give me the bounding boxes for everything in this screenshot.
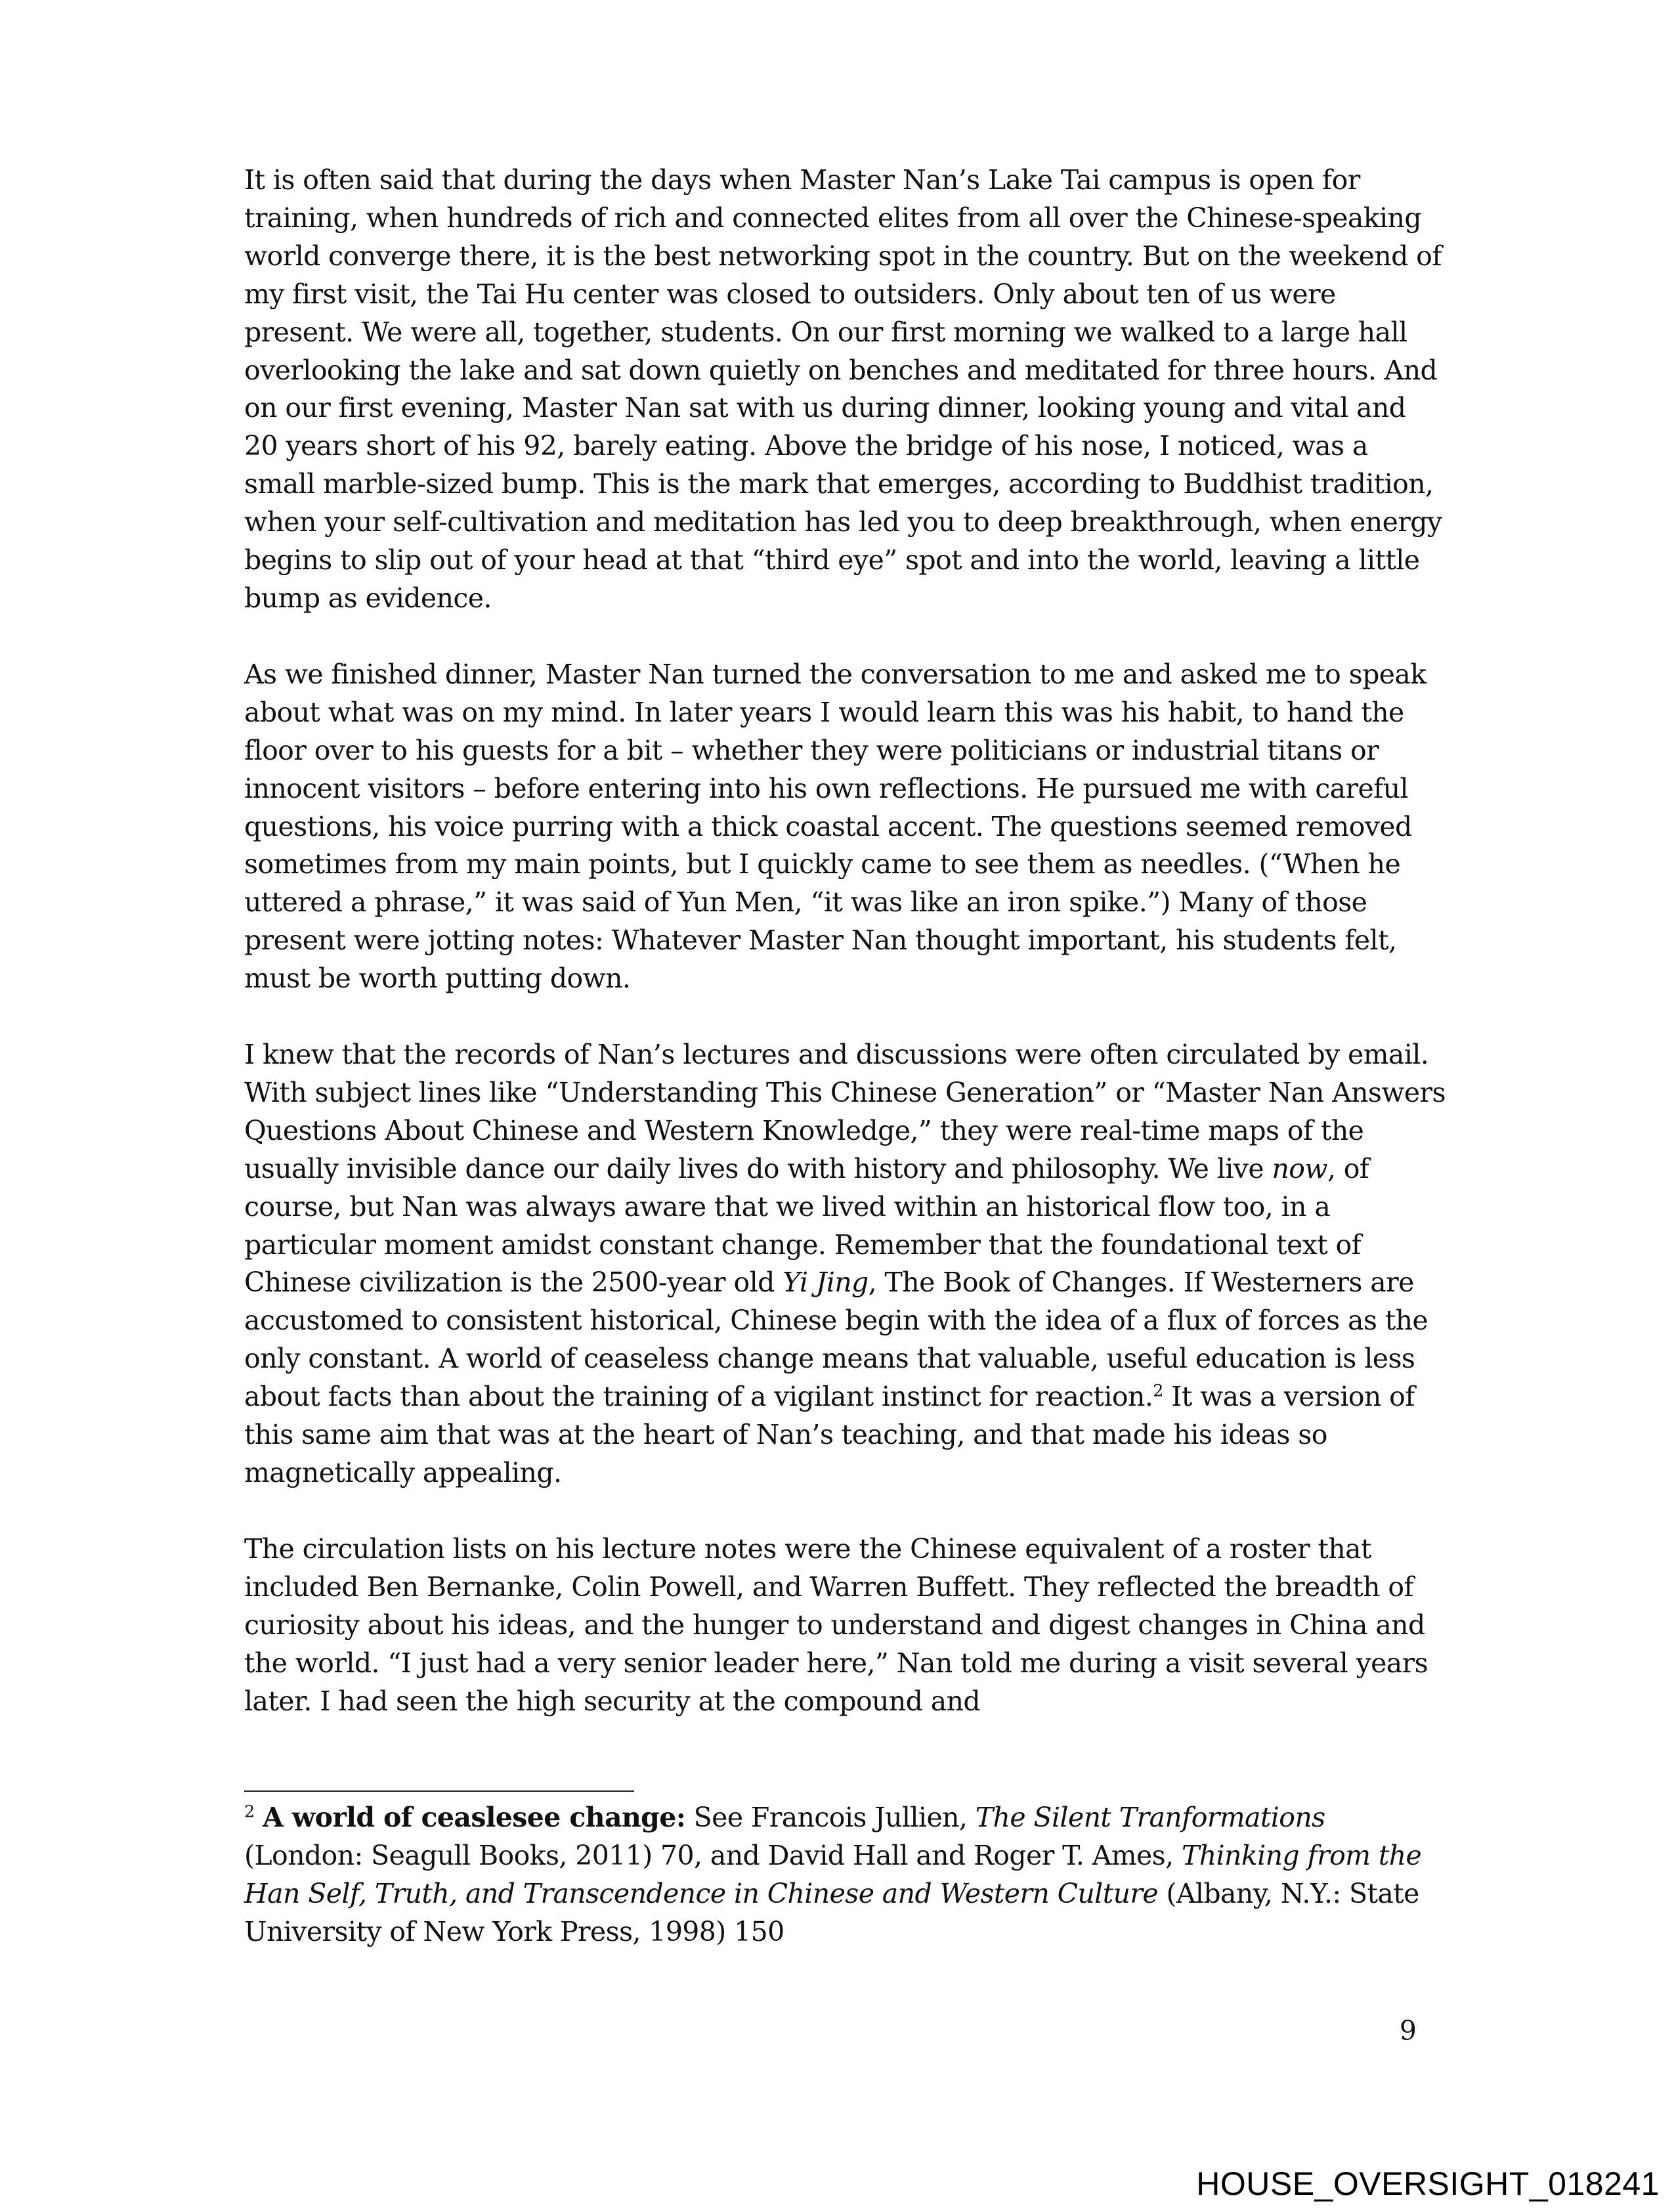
footnote-text: See Francois Jullien, [685, 1802, 976, 1833]
paragraph-text: I knew that the records of Nan’s lectures and discussions were often circulated by email. With subject lines like “Understanding This Chinese Generation” or “Master Nan Answers Questions About Chinese and Western Knowledge,” they were real-time maps of the usually invisible dance our daily lives do with history and philosophy. We live [244, 1039, 1446, 1184]
paragraph-2 [244, 656, 1446, 998]
page-number: 9 [1399, 2015, 1417, 2047]
paragraph-text: It was a version of this same aim that was at the heart of Nan’s teaching, and that made his ideas so magnetically appealing. [244, 1381, 1415, 1488]
paragraph-text: , of course, but Nan was always aware that we lived within an historical flow too, in a particular moment amidst constant change. Remember that the foundational text of Chinese civilization is the 2500-year old [244, 1152, 1369, 1299]
footnote-divider [244, 1790, 634, 1792]
footnote-reference[interactable]: 2 [1153, 1380, 1163, 1400]
paragraph-3 [244, 1036, 1446, 1492]
footnote-title: Thinking from the Han Self, Truth, and Transcendence in Chinese and Western Culture [244, 1839, 1422, 1909]
paragraph-text: It is often said that during the days when Master Nan’s Lake Tai campus is open for training, when hundreds of rich and connected elites from all over the Chinese-speaking world converge there, it is the best networking spot in the country. But on the weekend of my first visit, the Tai Hu center was closed to outsiders. Only about ten of us were present. We were all, together, students. On our first morning we walked to a large hall overlooking the lake and sat down quietly on benches and meditated for three hours. And on our first evening, Master Nan sat with us during dinner, looking young and vital and 20 years short of his 92, barely eating. Above the bridge of his nose, I noticed, was a small marble-sized bump. This is the mark that emerges, according to Buddhist tradition, when your self-cultivation and meditation has led you to deep breakthrough, when energy begins to slip out of your head at that “third eye” spot and into the world, leaving a little bump as evidence. [244, 164, 1442, 614]
footnote [244, 1799, 1446, 1951]
paragraph-4 [244, 1530, 1446, 1721]
bates-number: HOUSE_OVERSIGHT_018241 [1196, 2165, 1660, 2202]
footnote-text: (London: Seagull Books, 2011) 70, and David Hall and Roger T. Ames, [244, 1839, 1182, 1871]
footnote-marker: 2 [244, 1801, 255, 1821]
paragraph-text: As we finished dinner, Master Nan turned the conversation to me and asked me to speak about what was on my mind. In later years I would learn this was his habit, to hand the floor over to his guests for a bit – whether they were politicians or industrial titans or innocent visitors – before entering into his own reflections. He pursued me with careful questions, his voice purring with a thick coastal accent. The questions seemed removed sometimes from my main points, but I quickly came to see them as needles. (“When he uttered a phrase,” it was said of Yun Men, “it was like an iron spike.”) Many of those present were jotting notes: Whatever Master Nan thought important, his students felt, must be worth putting down. [244, 658, 1427, 995]
body-text [244, 162, 1446, 1720]
footnote-text: (Albany, N.Y.: State University of New York Press, 1998) 150 [244, 1877, 1419, 1947]
footnote-title: The Silent Tranformations [975, 1802, 1325, 1833]
emphasis-yi-jing: Yi Jing [783, 1267, 869, 1299]
paragraph-text: The circulation lists on his lecture notes were the Chinese equivalent of a roster that included Ben Bernanke, Colin Powell, and Warren Buffett. They reflected the breadth of curiosity about his ideas, and the hunger to understand and digest changes in China and the world. “I just had a very senior leader here,” Nan told me during a visit several years later. I had seen the high security at the compound and [244, 1532, 1428, 1717]
paragraph-text: , The Book of Changes. If Westerners are accustomed to consistent historical, Chinese begin with the idea of a flux of forces as the only constant. A world of ceaseless change means that valuable, useful education is less about facts than about the training of a vigilant instinct for reaction. [244, 1267, 1428, 1413]
footnote-heading: A world of ceaslesee change: [263, 1802, 686, 1833]
paragraph-1 [244, 162, 1446, 618]
emphasis-now: now [1272, 1152, 1327, 1184]
